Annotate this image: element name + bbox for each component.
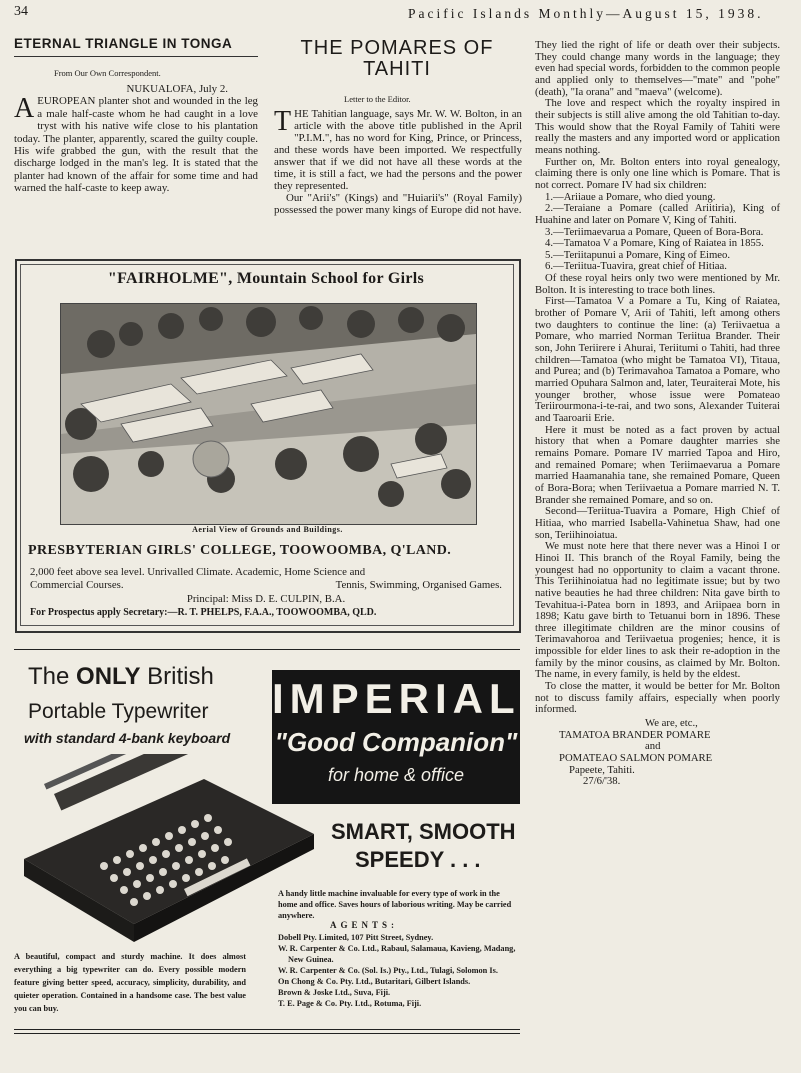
paragraph: We must note here that there never was a Hinoi I or Hinoi II. This branch of the Royal Family, being the youngest had no opportunity to claim a vacant throne. This Teriihinoiatua had no legitimate issue; but by two native beauties he had three children: Nita gave birth to Tevahitua-i-Patea born in 1893, and Ariipaea born in 1898; Katu gave birth to Tetuanui born in 1896. These three illegitimate children are the minor cousins of Terimavahoroa and Teriivaetua progenies; hence, it is impossible for elder lines to ask their re-adoption in the family by the minor cousins, as claimed by Mr. Bolton. The name, in every family, is held by the eldest. [535, 540, 780, 681]
typewriter-keyboard-line: with standard 4-bank keyboard [24, 730, 231, 746]
list-item: 6.—Teriitua-Tuavira, great chief of Hitiaa. [545, 260, 727, 273]
headline-only: ONLY [76, 663, 141, 690]
divider [14, 1029, 520, 1030]
school-prospectus: For Prospectus apply Secretary:—R. T. PHELPS, F.A.A., TOOWOOMBA, QLD. [30, 607, 377, 618]
paragraph: Further on, Mr. Bolton enters into royal genealogy, claiming there is only one line which is Pomare. That is not correct. Pomare IV had six children: [535, 155, 780, 191]
imperial-brand: IMPERIAL [272, 675, 521, 722]
smart-line2: SPEEDY . . . [355, 847, 481, 872]
agent-item: Dobell Pty. Limited, 107 Pitt Street, Sydney. [278, 933, 434, 942]
agent-item: T. E. Page & Co. Pty. Ltd., Rotuma, Fiji. [278, 999, 422, 1008]
signature-1: TAMATOA BRANDER POMARE [559, 728, 711, 741]
signature-2: POMATEAO SALMON POMARE [559, 752, 713, 765]
agents-heading: AGENTS: [330, 920, 399, 930]
tonga-dropcap: A [14, 93, 35, 125]
pomares-article [274, 108, 522, 216]
school-desc-line2 [30, 579, 502, 592]
closing: We are, etc., [645, 717, 698, 730]
tonga-byline: From Our Own Correspondent. [54, 68, 161, 78]
paragraph: Here it must be noted as a fact proven by actual history that when a Pomare daughter marries she remains Pomare. Pomare IV married Tapoa and Hiro, and remained Pomare; when Teriimaevarua a Pomare married Haamanahia tane, she remained Pomare, Queen of Bora-Bora; when Teriivaetua a Pomare married N. T. Brander she remained Pomare, and so on. [535, 423, 780, 506]
headline-pre: The [28, 663, 77, 690]
pomares-headline [262, 38, 532, 80]
paragraph: Of these royal heirs only two were mentioned by Mr. Bolton. It is interesting to trace both lines. [535, 272, 780, 296]
smart-smooth-speedy [331, 818, 516, 874]
divider [14, 649, 520, 650]
pomares-para2: Our "Arii's" (Kings) and "Huiarii's" (Royal Family) possessed the power many kings of Europe did not have. [274, 192, 522, 216]
paragraph: Second—Teriitua-Tuavira a Pomare, High Chief of Hitiaa, who married Isabella-Vahinetua Shaw, had one son, Teriihinoiatua. [535, 505, 780, 541]
paragraph: To close the matter, it would be better for Mr. Bolton not to discuss family affairs, especially when poorly informed. [535, 680, 780, 716]
aerial-photo-image [61, 304, 476, 524]
list-item: 3.—Teriimaevarua a Pomare, Queen of Bora-Bora. [545, 225, 764, 238]
school-name: PRESBYTERIAN GIRLS' COLLEGE, TOOWOOMBA, Q'LAND. [28, 543, 452, 558]
paragraph: The love and respect which the royalty inspired in their subjects is still alive among the old Tahitian to-day. This would show that the Royal Family of Tahiti were really the masters and any imported word or application means nothing. [535, 97, 780, 156]
signature-block [535, 718, 780, 788]
page-number: 34 [14, 4, 28, 19]
signature-and: and [645, 740, 661, 753]
tonga-dateline: NUKUALOFA, July 2. [126, 83, 228, 95]
photo-caption: Aerial View of Grounds and Buildings. [192, 525, 343, 534]
typewriter-subheadline: Portable Typewriter [28, 700, 209, 723]
headline-rule [14, 56, 258, 57]
place: Papeete, Tahiti. [569, 763, 635, 776]
pomares-headline-line1: THE POMARES OF [300, 37, 494, 59]
school-description [30, 566, 502, 592]
typewriter-headline [28, 664, 214, 690]
tonga-headline: ETERNAL TRIANGLE IN TONGA [14, 36, 233, 51]
tonga-body-text: EUROPEAN planter shot and wounded in the leg a male half-caste whom he had caught in a love tryst with his native wife close to his plantation today. The planter, apparently, scared the guilty couple. His wife grabbed the gun, with the result that the discharge lodged in the man's leg. It is stated that the planter had known of the affair for some time and had warned the half-caste to keep away. [14, 95, 258, 195]
headline-post: British [140, 663, 214, 690]
paragraph: First—Tamatoa V a Pomare a Tu, King of Raiatea, brother of Pomare V, Arii of Tahiti, left among others two daughters to continue the line: (a) Teriivaetua a Pomare, who married Norman Teriitua Brander. Their son, John Teriirere i Ahurai, Teriitumi o Tahiti, had three children—Tamatoa (who might be Tamatoa VI), Titaua, and Purea; and (b) Terimavahoa Tamatoa a Pomare, who married Opuhara Salmon and, later, Teuraiterai Mote, his younger brother, whose issue were Pomateao Teriirourmona-i-te-rai, and two sons, Alexander Tuiterai and Taaroarii Erie. [535, 295, 780, 424]
typewriter-small-text: A handy little machine invaluable for every type of work in the home and office. Saves hours of laborious writing. May be carried anywhere. [278, 889, 512, 920]
paragraph: They lied the right of life or death over their subjects. They could change many words in the language; they even had special words, forbidden to the common people and applied only to themselves—"mate" and "pohe" (death), "Ia orana" and "maeva" (welcome). [535, 39, 780, 98]
pomares-continued [535, 40, 780, 788]
pomares-dropcap: T [274, 106, 292, 137]
agent-item: W. R. Carpenter & Co. Ltd., Rabaul, Salamaua, Kavieng, Madang, New Guinea. [278, 944, 516, 964]
aerial-photo [60, 303, 477, 525]
imperial-model: "Good Companion" [274, 727, 518, 757]
imperial-tagline: for home & office [327, 765, 465, 785]
school-principal: Principal: Miss D. E. CULPIN, B.A. [186, 593, 346, 605]
pomares-byline: Letter to the Editor. [344, 94, 411, 104]
school-desc-line1: 2,000 feet above sea level. Unrivalled Climate. Academic, Home Science and [30, 566, 366, 578]
date: 27/6/'38. [583, 775, 621, 788]
school-desc-left: Commercial Courses. [30, 579, 124, 591]
school-ad-title: "FAIRHOLME", Mountain School for Girls [107, 270, 425, 287]
list-item: 5.—Teriitapunui a Pomare, King of Eimeo. [545, 248, 731, 261]
agent-item: W. R. Carpenter & Co. (Sol. Is.) Pty., Ltd., Tulagi, Solomon Is. [278, 966, 498, 975]
pomares-headline-line2: TAHITI [363, 58, 431, 80]
agents-list [278, 932, 518, 1009]
smart-line1: SMART, SMOOTH [331, 819, 516, 844]
agent-item: On Chong & Co. Pty. Ltd., Butaritari, Gilbert Islands. [278, 977, 471, 986]
school-desc-right: Tennis, Swimming, Organised Games. [335, 579, 502, 591]
agent-item: Brown & Joske Ltd., Suva, Fiji. [278, 988, 391, 997]
running-head: Pacific Islands Monthly—August 15, 1938. [408, 6, 764, 21]
pomares-para1: HE Tahitian language, says Mr. W. W. Bolton, in an article with the above title published in the April "P.I.M.", has no word for King, Prince, or Princess, and these words have been imported. We respectfully answer that if we did not have all these words at the time, it is still a fact, we had the persons and the power they represented. [274, 108, 522, 192]
list-item: 2.—Teraiane a Pomare (called Ariitiria), King of Huahine and later on Pomare V, King of Tahiti. [535, 202, 780, 226]
list-item: 4.—Tamatoa V a Pomare, King of Raiatea in 1855. [545, 237, 764, 250]
divider [14, 1033, 520, 1034]
typewriter-description: A beautiful, compact and sturdy machine. It does almost everything a big typewriter can do. Every possible modern feature giving better speed, accuracy, simplicity, durability, and quieter operation. Contained in a handsome case. The best value you can buy. [14, 952, 246, 1013]
tonga-article [14, 83, 258, 195]
list-item: 1.—Ariiaue a Pomare, who died young. [545, 190, 716, 203]
